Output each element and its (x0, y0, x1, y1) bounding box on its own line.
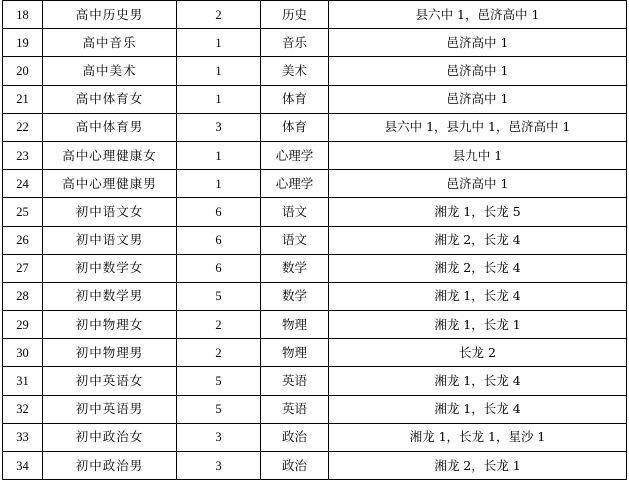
row-number-cell: 19 (3, 29, 43, 57)
row-number-cell: 22 (3, 113, 43, 141)
schools-cell: 邑济高中 1 (329, 170, 627, 198)
row-number-cell: 18 (3, 1, 43, 29)
count-cell: 5 (177, 367, 261, 395)
subject-cell: 语文 (261, 226, 329, 254)
schools-cell: 湘龙 1，长龙 4 (329, 282, 627, 310)
position-cell: 高中历史男 (43, 1, 177, 29)
subject-cell: 英语 (261, 395, 329, 423)
table-row (3, 395, 627, 423)
row-number-cell: 26 (3, 226, 43, 254)
count-cell: 1 (177, 29, 261, 57)
position-cell: 初中物理女 (43, 311, 177, 339)
table-row (3, 226, 627, 254)
schools-cell: 邑济高中 1 (329, 57, 627, 85)
position-cell: 初中语文女 (43, 198, 177, 226)
subject-cell: 物理 (261, 311, 329, 339)
subject-cell: 心理学 (261, 141, 329, 169)
count-cell: 1 (177, 170, 261, 198)
count-cell: 1 (177, 85, 261, 113)
recruitment-table (2, 0, 627, 480)
table-row (3, 29, 627, 57)
count-cell: 3 (177, 113, 261, 141)
count-cell: 5 (177, 395, 261, 423)
count-cell: 1 (177, 141, 261, 169)
subject-cell: 体育 (261, 85, 329, 113)
table-row (3, 452, 627, 480)
schools-cell: 湘龙 2，长龙 4 (329, 226, 627, 254)
position-cell: 高中心理健康女 (43, 141, 177, 169)
position-cell: 初中语文男 (43, 226, 177, 254)
position-cell: 高中心理健康男 (43, 170, 177, 198)
schools-cell: 湘龙 2，长龙 1 (329, 452, 627, 480)
row-number-cell: 25 (3, 198, 43, 226)
row-number-cell: 20 (3, 57, 43, 85)
subject-cell: 语文 (261, 198, 329, 226)
table-row (3, 170, 627, 198)
subject-cell: 历史 (261, 1, 329, 29)
position-cell: 高中体育男 (43, 113, 177, 141)
table-row (3, 311, 627, 339)
count-cell: 5 (177, 282, 261, 310)
table-row (3, 198, 627, 226)
table-row (3, 85, 627, 113)
row-number-cell: 21 (3, 85, 43, 113)
position-cell: 初中数学男 (43, 282, 177, 310)
subject-cell: 心理学 (261, 170, 329, 198)
table-row (3, 113, 627, 141)
row-number-cell: 30 (3, 339, 43, 367)
count-cell: 1 (177, 57, 261, 85)
subject-cell: 体育 (261, 113, 329, 141)
row-number-cell: 27 (3, 254, 43, 282)
count-cell: 2 (177, 339, 261, 367)
row-number-cell: 24 (3, 170, 43, 198)
table-row (3, 282, 627, 310)
subject-cell: 英语 (261, 367, 329, 395)
schools-cell: 县六中 1，邑济高中 1 (329, 1, 627, 29)
position-cell: 初中英语女 (43, 367, 177, 395)
count-cell: 3 (177, 452, 261, 480)
schools-cell: 湘龙 1，长龙 4 (329, 367, 627, 395)
count-cell: 2 (177, 1, 261, 29)
count-cell: 3 (177, 423, 261, 451)
row-number-cell: 34 (3, 452, 43, 480)
row-number-cell: 28 (3, 282, 43, 310)
position-cell: 初中政治男 (43, 452, 177, 480)
schools-cell: 县六中 1，县九中 1，邑济高中 1 (329, 113, 627, 141)
table-row (3, 339, 627, 367)
position-cell: 初中英语男 (43, 395, 177, 423)
subject-cell: 政治 (261, 452, 329, 480)
position-cell: 初中政治女 (43, 423, 177, 451)
count-cell: 6 (177, 226, 261, 254)
schools-cell: 湘龙 1，长龙 1，星沙 1 (329, 423, 627, 451)
table-row (3, 254, 627, 282)
subject-cell: 音乐 (261, 29, 329, 57)
position-cell: 初中数学女 (43, 254, 177, 282)
table-row (3, 367, 627, 395)
subject-cell: 政治 (261, 423, 329, 451)
schools-cell: 长龙 2 (329, 339, 627, 367)
subject-cell: 数学 (261, 254, 329, 282)
table-row (3, 423, 627, 451)
subject-cell: 数学 (261, 282, 329, 310)
row-number-cell: 32 (3, 395, 43, 423)
row-number-cell: 31 (3, 367, 43, 395)
subject-cell: 美术 (261, 57, 329, 85)
schools-cell: 邑济高中 1 (329, 29, 627, 57)
table-body (3, 1, 627, 480)
position-cell: 初中物理男 (43, 339, 177, 367)
count-cell: 6 (177, 198, 261, 226)
schools-cell: 湘龙 1，长龙 4 (329, 395, 627, 423)
table-row (3, 141, 627, 169)
schools-cell: 湘龙 1，长龙 1 (329, 311, 627, 339)
position-cell: 高中音乐 (43, 29, 177, 57)
position-cell: 高中美术 (43, 57, 177, 85)
table-row (3, 1, 627, 29)
schools-cell: 邑济高中 1 (329, 85, 627, 113)
count-cell: 2 (177, 311, 261, 339)
schools-cell: 湘龙 1，长龙 5 (329, 198, 627, 226)
schools-cell: 湘龙 2，长龙 4 (329, 254, 627, 282)
table-row (3, 57, 627, 85)
row-number-cell: 29 (3, 311, 43, 339)
position-cell: 高中体育女 (43, 85, 177, 113)
count-cell: 6 (177, 254, 261, 282)
row-number-cell: 23 (3, 141, 43, 169)
row-number-cell: 33 (3, 423, 43, 451)
subject-cell: 物理 (261, 339, 329, 367)
schools-cell: 县九中 1 (329, 141, 627, 169)
